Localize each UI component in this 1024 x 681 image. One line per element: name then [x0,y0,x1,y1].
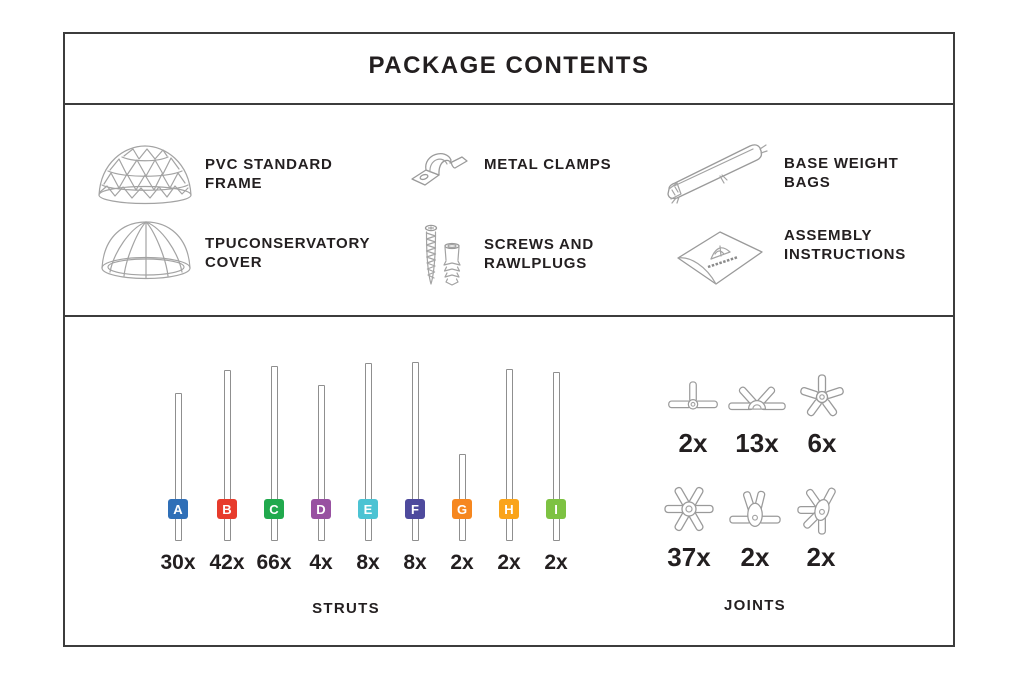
screws-rawlplugs-icon [424,224,464,293]
joints-section-label: JOINTS [724,597,786,614]
5-way-star-joint-icon [784,366,860,424]
strut-badge-d: D [311,499,331,519]
strut-badge-e: E [358,499,378,519]
strut-badge-b: B [217,499,237,519]
joint-6-way [651,480,727,573]
item-label-instructions: ASSEMBLY INSTRUCTIONS [784,227,907,263]
strut-b [202,360,252,575]
strut-g [437,360,487,575]
strut-count: 30x [160,551,196,574]
section-divider [63,315,955,317]
strut-badge-c: C [264,499,284,519]
item-label-cover: TPUCONSERVATORY COVER [205,235,371,271]
strut-badge-i: I [546,499,566,519]
item-label-weight-bags: BASE WEIGHT BAGS [784,155,899,191]
base-weight-bag-icon [660,134,772,209]
strut-count: 2x [450,551,474,574]
conservatory-cover-icon [100,210,192,289]
strut-e [343,360,393,575]
item-label-pvc-frame: PVC STANDARD FRAME [205,156,333,192]
joint-count: 6x [807,428,837,458]
strut-count: 2x [544,551,568,574]
strut-i [531,360,581,575]
strut-badge-h: H [499,499,519,519]
joint-count: 13x [735,428,779,458]
joint-count: 2x [678,428,708,458]
5-way-hinge-joint-icon [783,480,859,538]
strut-count: 4x [309,551,333,574]
joint-count: 2x [806,542,836,572]
strut-f [390,360,440,575]
strut-count: 8x [403,551,427,574]
item-label-screws: SCREWS AND RAWLPLUGS [484,236,594,272]
page-title: PACKAGE CONTENTS [368,52,650,79]
strut-badge-f: F [405,499,425,519]
joint-5-way [784,366,860,459]
strut-badge-g: G [452,499,472,519]
geodesic-frame-icon [95,138,195,211]
joint-count: 2x [740,542,770,572]
strut-c [249,360,299,575]
joint-count: 37x [667,542,711,572]
strut-count: 66x [256,551,292,574]
strut-h [484,360,534,575]
assembly-instructions-icon [668,220,770,301]
strut-badge-a: A [168,499,188,519]
title-divider [63,103,955,105]
struts-section-label: STRUTS [312,600,380,617]
strut-bar [459,454,466,541]
4-way-hinge-joint-icon [717,480,793,538]
strut-count: 2x [497,551,521,574]
joint-5-way-hinge [783,480,859,573]
strut-count: 8x [356,551,380,574]
metal-clamp-icon [410,145,468,194]
joint-4-way-hinge [717,480,793,573]
item-label-metal-clamps: METAL CLAMPS [484,156,612,173]
6-way-star-joint-icon [651,480,727,538]
strut-d [296,360,346,575]
strut-a [153,360,203,575]
strut-count: 42x [209,551,245,574]
